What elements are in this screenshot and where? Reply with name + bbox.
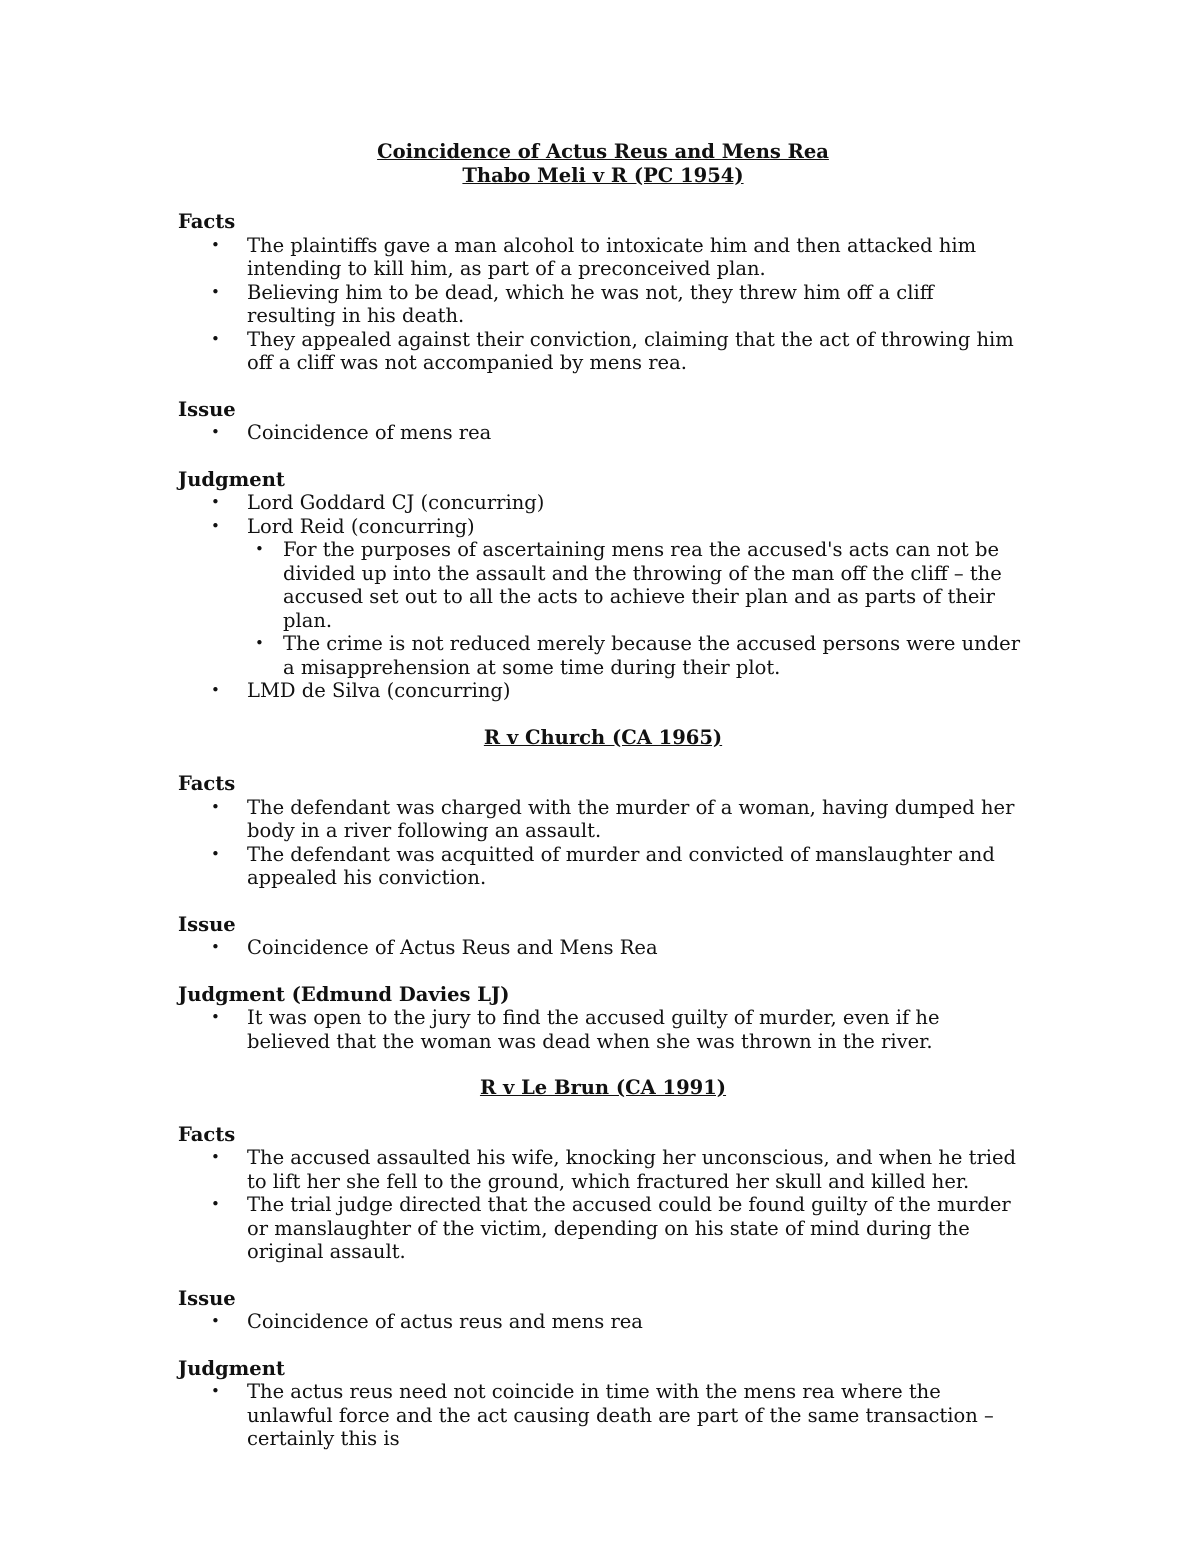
- facts-list: [178, 796, 1028, 890]
- list-item: • Coincidence of Actus Reus and Mens Rea: [247, 936, 1028, 960]
- case-title-church: R v Church (CA 1965): [483, 725, 723, 749]
- issue-list: [178, 936, 1028, 960]
- judgment-heading: Judgment: [178, 467, 285, 491]
- judgment-list: [178, 491, 1028, 703]
- facts-heading: Facts: [178, 210, 236, 233]
- issue-list: [178, 1310, 1028, 1334]
- judgment-list: [178, 1006, 1028, 1053]
- judgment-list: [178, 1380, 1028, 1451]
- facts-heading: Facts: [178, 772, 236, 795]
- judgment-heading: Judgment (Edmund Davies LJ): [178, 982, 510, 1006]
- issue-heading: Issue: [178, 1286, 236, 1310]
- judgment-heading: Judgment: [178, 1356, 285, 1380]
- facts-list: [178, 1146, 1028, 1264]
- list-item: • Coincidence of mens rea: [247, 421, 1028, 445]
- list-item: • The actus reus need not coincide in time with the mens rea where the unlawful force and the act causing death are part of the same transaction – certainly this is: [247, 1380, 1028, 1451]
- list-item: • The accused assaulted his wife, knocking her unconscious, and when he tried to lift her she fell to the ground, which fractured her skull and killed her.: [247, 1146, 1028, 1193]
- document-title: Coincidence of Actus Reus and Mens Rea: [377, 140, 829, 163]
- list-item: • Coincidence of actus reus and mens rea: [247, 1310, 1028, 1334]
- list-item: • It was open to the jury to find the accused guilty of murder, even if he believed that the woman was dead when she was thrown in the river.: [247, 1006, 1028, 1053]
- list-item: • They appealed against their conviction, claiming that the act of throwing him off a cliff was not accompanied by mens rea.: [247, 328, 1028, 375]
- document-page: [178, 140, 1028, 1451]
- issue-list: [178, 421, 1028, 445]
- list-item: • The trial judge directed that the accused could be found guilty of the murder or manslaughter of the victim, depending on his state of mind during the original assault.: [247, 1193, 1028, 1264]
- list-item: • Lord Goddard CJ (concurring): [247, 491, 1028, 515]
- list-item: • The plaintiffs gave a man alcohol to intoxicate him and then attacked him intending to kill him, as part of a preconceived plan.: [247, 234, 1028, 281]
- list-item: [247, 515, 1028, 680]
- facts-heading: Facts: [178, 1122, 236, 1146]
- case-title-le-brun: R v Le Brun (CA 1991): [479, 1076, 727, 1099]
- issue-heading: Issue: [178, 397, 236, 421]
- list-item: • LMD de Silva (concurring): [247, 679, 1028, 703]
- facts-list: [178, 234, 1028, 375]
- list-item-text: Lord Reid (concurring): [247, 514, 475, 538]
- list-item: • The defendant was charged with the murder of a woman, having dumped her body in a river following an assault.: [247, 796, 1028, 843]
- issue-heading: Issue: [178, 912, 236, 936]
- list-item: • The defendant was acquitted of murder and convicted of manslaughter and appealed his conviction.: [247, 843, 1028, 890]
- list-item: • Believing him to be dead, which he was not, they threw him off a cliff resulting in his death.: [247, 281, 1028, 328]
- case-title-thabo-meli: Thabo Meli v R (PC 1954): [462, 163, 744, 187]
- sub-list-item: • The crime is not reduced merely because the accused persons were under a misapprehension at some time during their plot.: [283, 632, 1028, 679]
- sub-list: [247, 538, 1028, 679]
- sub-list-item: • For the purposes of ascertaining mens rea the accused's acts can not be divided up into the assault and the throwing of the man off the cliff – the accused set out to all the acts to achieve their plan and as parts of their plan.: [283, 538, 1028, 632]
